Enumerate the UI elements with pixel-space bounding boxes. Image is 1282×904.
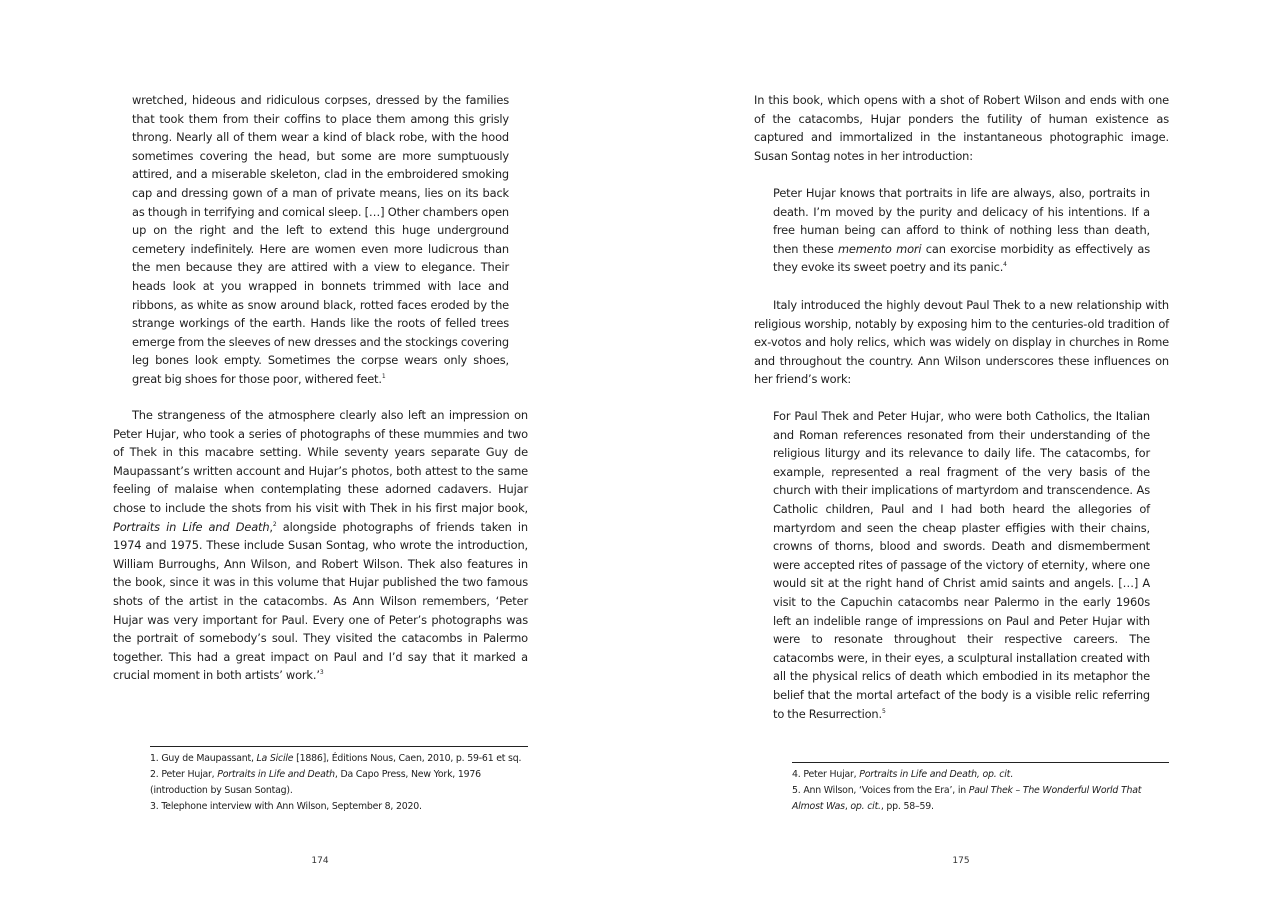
italic-text: op. cit. <box>850 801 881 812</box>
italic-text: Portraits in Life and Death <box>113 519 270 534</box>
body-paragraph: Italy introduced the highly devout Paul Thek to a new relationship with religious worship, notably by exposing him to the centuries-old tradition of ex-votos and holy relics, which was widely on display in churches in Rome and throughout the country. Ann Wilson underscores these influences on her friend’s work: <box>754 298 1169 387</box>
footnote-rule <box>150 746 528 747</box>
footnote-marker[interactable]: 5 <box>881 707 886 715</box>
page-number: 174 <box>311 856 329 866</box>
footnote: 4. Peter Hujar, Portraits in Life and Death, op. cit. <box>792 769 1013 780</box>
italic-text: memento mori <box>837 241 922 256</box>
footnote: 3. Telephone interview with Ann Wilson, September 8, 2020. <box>150 801 422 812</box>
body-paragraph: The strangeness of the atmosphere clearly also left an impression on Peter Hujar, who took a series of photographs of these mummies and two of Thek in this macabre setting. While seventy years separate Guy de Maupassant’s written account and Hujar’s photos, both attest to the same feeling of malaise when contemplating these adorned cadavers. Hujar chose to include the shots from his visit with Thek in his first major book, Portraits in Life and Death,$^2$ alongside photographs of friends taken in 1974 and 1975. These include Susan Sontag, who wrote the introduction, William Burroughs, Ann Wilson, and Robert Wilson. Thek also features in the book, since it was in this volume that Hujar published the two famous shots of the artist in the catacombs. As Ann Wilson remembers, ‘Peter Hujar was very important for Paul. Every one of Peter’s photographs was the portrait of somebody’s soul. They visited the catacombs in Palermo together. This had a great impact on Paul and I’d say that it marked a crucial moment in both artists’ work.’$^3$ <box>113 408 528 683</box>
footnote-marker[interactable]: 1 <box>381 373 386 381</box>
footnote-marker[interactable]: 2 <box>272 520 277 528</box>
footnote-marker[interactable]: 4 <box>1003 261 1007 269</box>
footnote: 1. Guy de Maupassant, La Sicile [1886], Éditions Nous, Caen, 2010, p. 59-61 et sq. <box>150 753 522 764</box>
italic-text: La Sicile <box>256 753 294 764</box>
page-number: 175 <box>952 856 970 866</box>
footnote-marker[interactable]: 3 <box>319 669 324 677</box>
right-page <box>641 0 1282 904</box>
footnotes <box>792 767 1172 815</box>
footnote: 2. Peter Hujar, Portraits in Life and Death, Da Capo Press, New York, 1976 (introduction by Susan Sontag). <box>150 769 481 796</box>
block-quote: For Paul Thek and Peter Hujar, who were both Catholics, the Italian and Roman references resonated from their understanding of the religious liturgy and its relevance to daily life. The catacombs, for example, represented a real fragment of the very basis of the church with their implications of martyrdom and transcendence. As Catholic children, Paul and I had both heard the allegories of martyrdom and seen the cheap plaster effigies with their chains, crowns of thorns, blood and swords. Death and dismemberment were accepted rites of passage of the victory of eternity, where one would sit at the right hand of Christ amid saints and angels. […] A visit to the Capuchin catacombs near Palermo in the early 1960s left an indelible range of impressions on Paul and Peter Hujar with were to resonate throughout their respective careers. The catacombs were, in their eyes, a sculptural installation created with all the physical relics of death which embodied in its metaphor the belief that the mortal artefact of the body is a visible relic referring to the Resurrection.$^5$ <box>773 409 1150 721</box>
body-paragraph: In this book, which opens with a shot of Robert Wilson and ends with one of the catacombs, Hujar ponders the futility of human existence as captured and immortalized in the instantaneous photographic image. Susan Sontag notes in her introduction: <box>754 93 1169 163</box>
footnote-rule <box>792 762 1169 763</box>
footnote: 5. Ann Wilson, ‘Voices from the Era’, in Paul Thek – The Wonderful World That Almost Was, op. cit., pp. 58–59. <box>792 785 1142 812</box>
footnotes <box>150 751 530 815</box>
block-quote: Peter Hujar knows that portraits in life are always, also, portraits in death. I’m moved by the purity and delicacy of his intentions. If a free human being can afford to think of nothing less than death, then these memento mori can exorcise morbidity as effectively as they evoke its sweet poetry and its panic.$^4$ <box>773 186 1150 275</box>
italic-text: Portraits in Life and Death <box>217 769 335 780</box>
italic-text: Paul Thek – The Wonderful World That Almost Was <box>792 785 1142 812</box>
block-quote: wretched, hideous and ridiculous corpses, dressed by the families that took them from their coffins to place them among this grisly throng. Nearly all of them wear a kind of black robe, with the hood sometimes covering the head, but some are more sumptuously attired, and a miserable skeleton, clad in the embroidered smoking cap and dressing gown of a man of private means, lies on its back as though in terrifying and comical sleep. […] Other chambers open up on the right and the left to extend this huge underground cemetery indefinitely. Here are women even more ludicrous than the men because they are attired with a view to elegance. Their heads look at you wrapped in bonnets trimmed with lace and ribbons, as white as snow around black, rotted faces eroded by the strange workings of the earth. Hands like the roots of felled trees emerge from the sleeves of new dresses and the stockings covering leg bones look empty. Sometimes the corpse wears only shoes, great big shoes for those poor, withered feet.$^1$ <box>132 93 509 386</box>
italic-text: Portraits in Life and Death, op. cit <box>859 769 1011 780</box>
